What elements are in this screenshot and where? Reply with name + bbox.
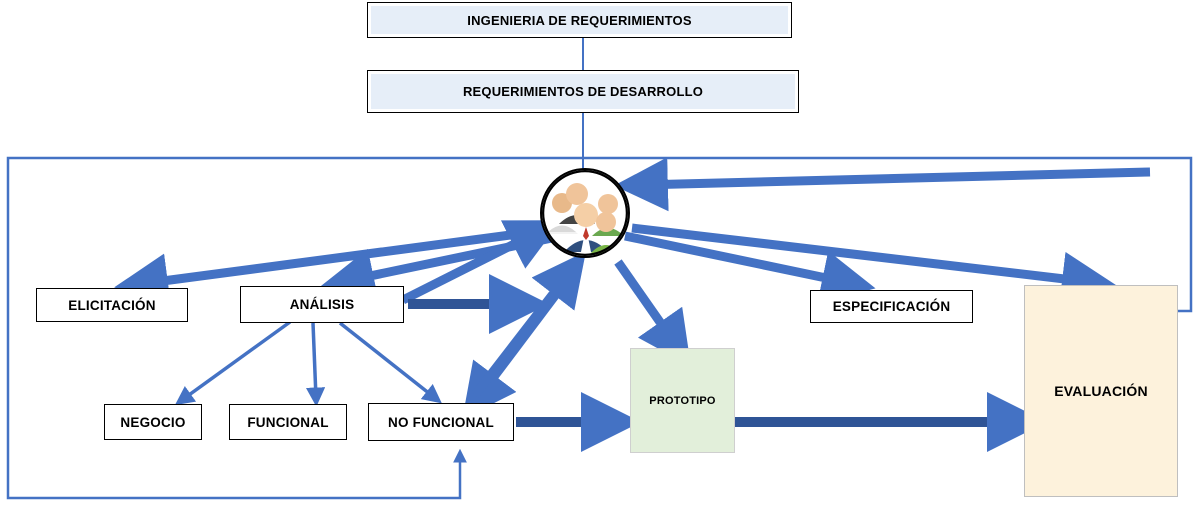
node-no-funcional xyxy=(368,403,514,441)
node-especificacion xyxy=(810,290,973,323)
node-elicitacion xyxy=(36,288,188,322)
node-ingenieria-de-requerimientos xyxy=(367,2,792,38)
node-requerimientos-de-desarrollo xyxy=(367,70,799,113)
node-prototipo xyxy=(630,348,735,453)
node-label: ANÁLISIS xyxy=(289,297,355,312)
node-label: ELICITACIÓN xyxy=(68,297,156,313)
node-analisis xyxy=(240,286,404,323)
stakeholders-group-glyph xyxy=(542,170,628,256)
node-label: ESPECIFICACIÓN xyxy=(832,299,951,314)
node-negocio xyxy=(104,404,202,440)
node-label: NO FUNCIONAL xyxy=(388,414,494,430)
node-funcional xyxy=(229,404,347,440)
node-evaluacion xyxy=(1024,285,1178,497)
stakeholders-group-icon xyxy=(540,168,630,258)
node-label: FUNCIONAL xyxy=(247,414,329,430)
node-label: REQUERIMIENTOS DE DESARROLLO xyxy=(371,74,795,109)
edge-analisis-children xyxy=(182,322,435,400)
node-label: NEGOCIO xyxy=(120,414,186,430)
node-label: PROTOTIPO xyxy=(649,394,716,407)
node-label: EVALUACIÓN xyxy=(1054,383,1148,399)
node-label: INGENIERIA DE REQUERIMIENTOS xyxy=(371,6,788,34)
